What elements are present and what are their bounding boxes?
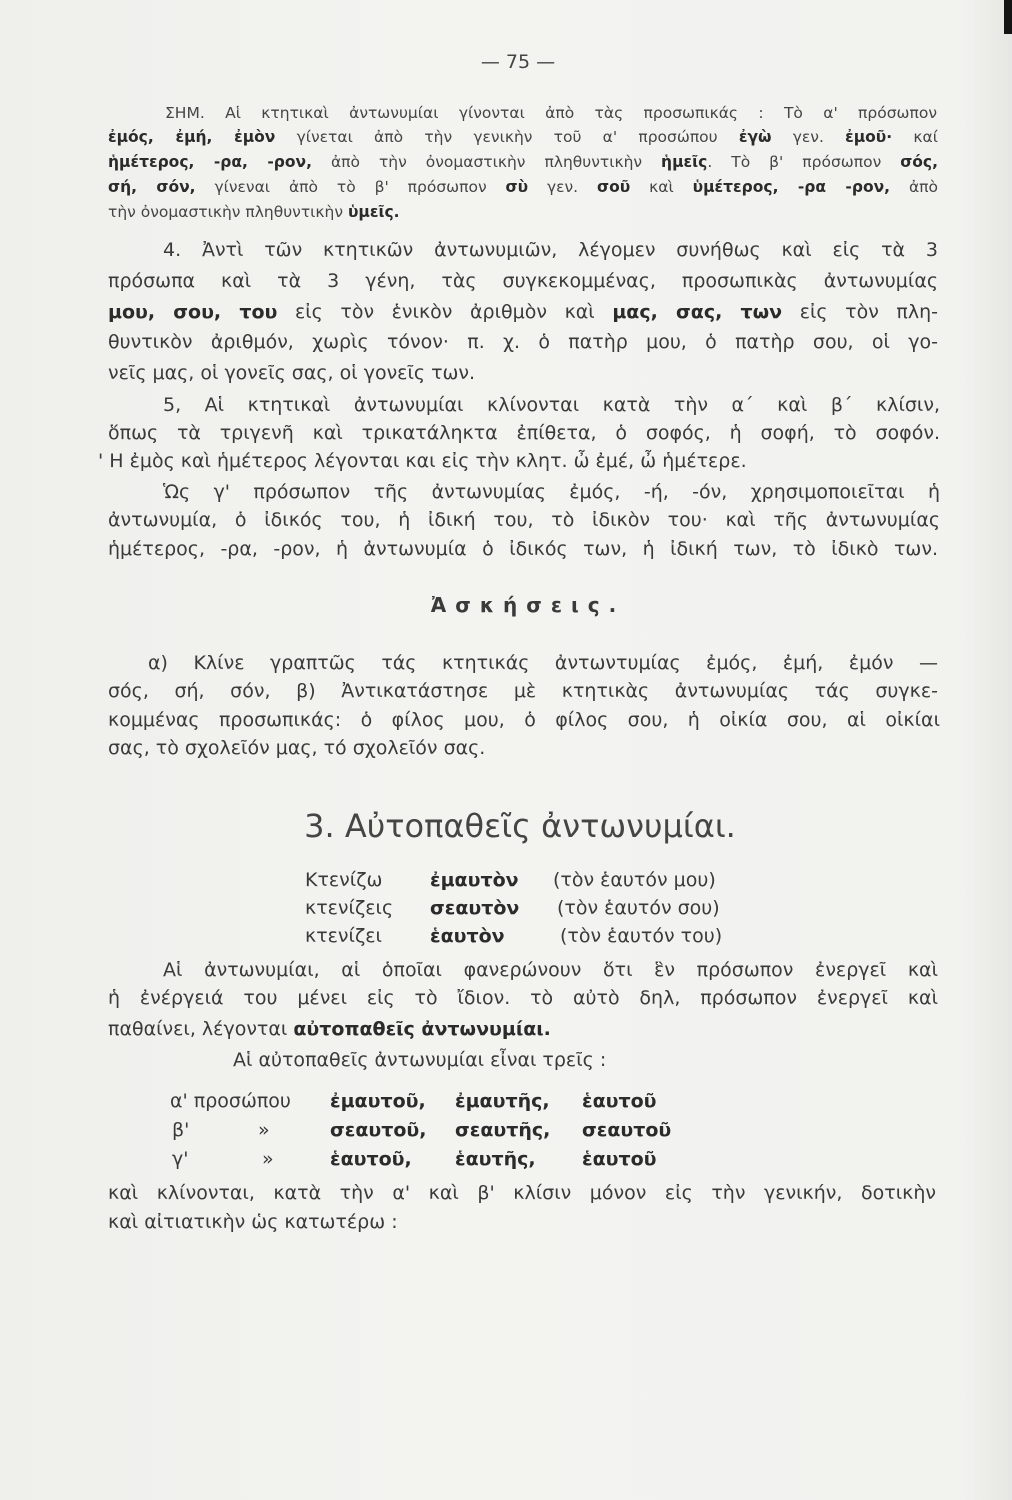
- pronoun-form: ἐμαυτῆς,: [455, 1090, 550, 1112]
- example-verb: κτενίζει: [305, 925, 382, 947]
- bold-term: σοῦ: [597, 178, 631, 196]
- pronoun-form: σεαυτοῦ: [582, 1119, 672, 1141]
- paragraph-line: θυντικὸν ἀριθμόν, χωρὶς τόνον· π. χ. ὁ πατὴρ μου, ὁ πατὴρ σου, οἱ γο-: [108, 331, 938, 353]
- person-label: β': [172, 1119, 190, 1141]
- paragraph-line: πρόσωπα καὶ τὰ 3 γένη, τὰς συγκεκομμένας, προσωπικὰς ἀντωνυμίας: [108, 270, 938, 292]
- note-line: [108, 175, 938, 199]
- example-pronoun: σεαυτὸν: [430, 897, 520, 919]
- bold-term: σός,: [900, 153, 938, 171]
- pronoun-form: ἐμαυτοῦ,: [330, 1090, 426, 1112]
- pronoun-form: σεαυτοῦ,: [330, 1119, 427, 1141]
- line-text: εἰς τὸν ἑνικὸν ἀριθμὸν καὶ: [277, 301, 613, 323]
- example-gloss: (τὸν ἑαυτόν μου): [553, 869, 716, 891]
- exercise-line: σας, τὸ σχολεῖόν μας, τό σχολεῖόν σας.: [108, 737, 486, 759]
- bold-term: ἡμέτερος, -ρα, -ρον,: [108, 153, 312, 171]
- bold-term: σὺ: [505, 178, 529, 196]
- bold-term: ἡμεῖς: [661, 153, 708, 171]
- note-text: ἀπὸ τὴν ὀνομαστικὴν πληθυντικὴν: [311, 153, 662, 171]
- paragraph-line: καὶ κλίνονται, κατὰ τὴν α' καὶ β' κλίσιν μόνον εἰς τὴν γενικήν, δοτικὴν: [108, 1182, 936, 1204]
- person-label: α' προσώπου: [170, 1090, 291, 1112]
- pronoun-form: ἑαυτῆς,: [455, 1148, 536, 1170]
- paragraph-line: 4. Ἀντὶ τῶν κτητικῶν ἀντωνυμιῶν, λέγομεν συνήθως καὶ εἰς τὰ 3: [163, 239, 938, 261]
- pronoun-form: σεαυτῆς,: [455, 1119, 551, 1141]
- note-text: γεν.: [528, 178, 598, 196]
- bold-term: ἐγὼ: [738, 128, 772, 146]
- scan-edge: [1004, 0, 1012, 34]
- line-text: εἰς τὸν πλη-: [782, 301, 938, 323]
- paragraph-line: [108, 1014, 938, 1044]
- example-pronoun: ἑαυτὸν: [430, 925, 505, 947]
- paragraph-line: ἀντωνυμία, ὁ ἰδικός του, ἡ ἰδική του, τὸ ἰδικὸν του· καὶ τῆς ἀντωνυμίας: [108, 509, 940, 531]
- note-line: [108, 150, 938, 174]
- bold-term: ὑμέτερος, -ρα -ρον,: [692, 178, 891, 196]
- person-label: γ': [172, 1148, 189, 1170]
- paragraph-line: ὅπως τὰ τριγενῆ καὶ τρικατάληκτα ἐπίθετα, ὁ σοφός, ἡ σοφή, τὸ σοφόν.: [108, 422, 940, 444]
- bold-term: μου, σου, του: [108, 301, 278, 323]
- note-line: [108, 125, 938, 149]
- paragraph-line: καὶ αἰτιατικὴν ὡς κατωτέρω :: [108, 1211, 398, 1233]
- note-text: καί: [892, 128, 938, 146]
- exercise-line: σός, σή, σόν, β) Ἀντικατάστησε μὲ κτητικὰς ἀντωνυμίας τάς συγκε-: [108, 680, 938, 702]
- page-number: — 75 —: [480, 51, 556, 73]
- example-gloss: (τὸν ἑαυτόν του): [560, 925, 723, 947]
- ditto-mark: »: [258, 1119, 270, 1141]
- exercise-line: α) Κλίνε γραπτῶς τάς κτητικάς ἀντωντυμίας ἐμός, ἐμή, ἐμόν —: [148, 652, 938, 674]
- note-line: [165, 101, 937, 125]
- example-verb: κτενίζεις: [305, 897, 394, 919]
- bold-term: ἐμοῦ·: [845, 128, 893, 146]
- paragraph-line: ἡ ἐνέργειά του μένει εἰς τὸ ἴδιον. τὸ αὐτὸ δηλ, πρόσωπον ἐνεργεῖ καὶ: [108, 987, 938, 1009]
- ditto-mark: »: [262, 1148, 274, 1170]
- exercises-heading: Ἀσκήσεις.: [430, 593, 626, 617]
- paragraph-line: Αἱ ἀντωνυμίαι, αἱ ὁποῖαι φανερώνουν ὅτι ἓν πρόσωπον ἐνεργεῖ καὶ: [163, 959, 938, 981]
- note-text: γεν.: [771, 128, 846, 146]
- paragraph-line: Ὡς γ' πρόσωπον τῆς ἀντωνυμίας ἐμός, -ή, -όν, χρησιμοποιεῖται ἡ: [163, 481, 940, 503]
- bold-term: μας, σας, των: [612, 301, 783, 323]
- paragraph-line: ἡμέτερος, -ρα, -ρον, ἡ ἀντωνυμία ὁ ἰδικός των, ἡ ἰδική των, τὸ ἰδικὸ των.: [108, 538, 938, 560]
- note-text: γίνεναι ἀπὸ τὸ β' πρόσωπον: [195, 178, 506, 196]
- note-line: [108, 200, 938, 224]
- note-text: γίνεται ἀπὸ τὴν γενικὴν τοῦ α' προσώπου: [275, 128, 739, 146]
- exercise-line: κομμένας προσωπικάς: ὁ φίλος μου, ὁ φίλος σου, ἡ οἰκία σου, αἱ οἰκίαι: [108, 709, 940, 731]
- section-title: 3. Αὐτοπαθεῖς ἀντωνυμίαι.: [304, 807, 736, 845]
- note-text: ΣΗΜ. Αἱ κτητικαὶ ἀντωνυμίαι γίνονται ἀπὸ τὰς προσωπικάς : Τὸ α' πρόσωπον: [165, 104, 937, 122]
- note-text: τὴν ὀνομαστικὴν πληθυντικὴν: [108, 203, 348, 221]
- note-text: . Τὸ β' πρόσωπον: [707, 153, 901, 171]
- bold-term: ὑμεῖς.: [347, 203, 400, 221]
- example-gloss: (τὸν ἑαυτόν σου): [557, 897, 720, 919]
- bold-term: σή, σόν,: [108, 178, 196, 196]
- pronoun-form: ἑαυτοῦ: [582, 1148, 657, 1170]
- pronoun-form: ἑαυτοῦ: [582, 1090, 657, 1112]
- paragraph-line: ' Η ἐμὸς καὶ ἡμέτερος λέγονται και εἰς τὴν κλητ. ὦ ἐμέ, ὦ ἡμέτερε.: [98, 450, 747, 472]
- bold-term: ἐμός, ἐμή, ἐμὸν: [108, 128, 276, 146]
- line-text: παθαίνει, λέγονται: [108, 1018, 294, 1040]
- bold-term: αὐτοπαθεῖς ἀντωνυμίαι.: [293, 1018, 551, 1040]
- example-pronoun: ἐμαυτὸν: [430, 869, 519, 891]
- paragraph-line: νεῖς μας, οἱ γονεῖς σας, οἱ γονεῖς των.: [108, 362, 476, 384]
- note-text: καὶ: [630, 178, 693, 196]
- paragraph-line: [108, 297, 938, 327]
- paragraph-line: Αἱ αὐτοπαθεῖς ἀντωνυμίαι εἶναι τρεῖς :: [233, 1049, 607, 1071]
- note-text: ἀπὸ: [890, 178, 938, 196]
- pronoun-form: ἑαυτοῦ,: [330, 1148, 412, 1170]
- paragraph-line: 5, Αἱ κτητικαὶ ἀντωνυμίαι κλίνονται κατὰ τὴν α΄ καὶ β΄ κλίσιν,: [163, 394, 940, 416]
- example-verb: Κτενίζω: [305, 869, 383, 891]
